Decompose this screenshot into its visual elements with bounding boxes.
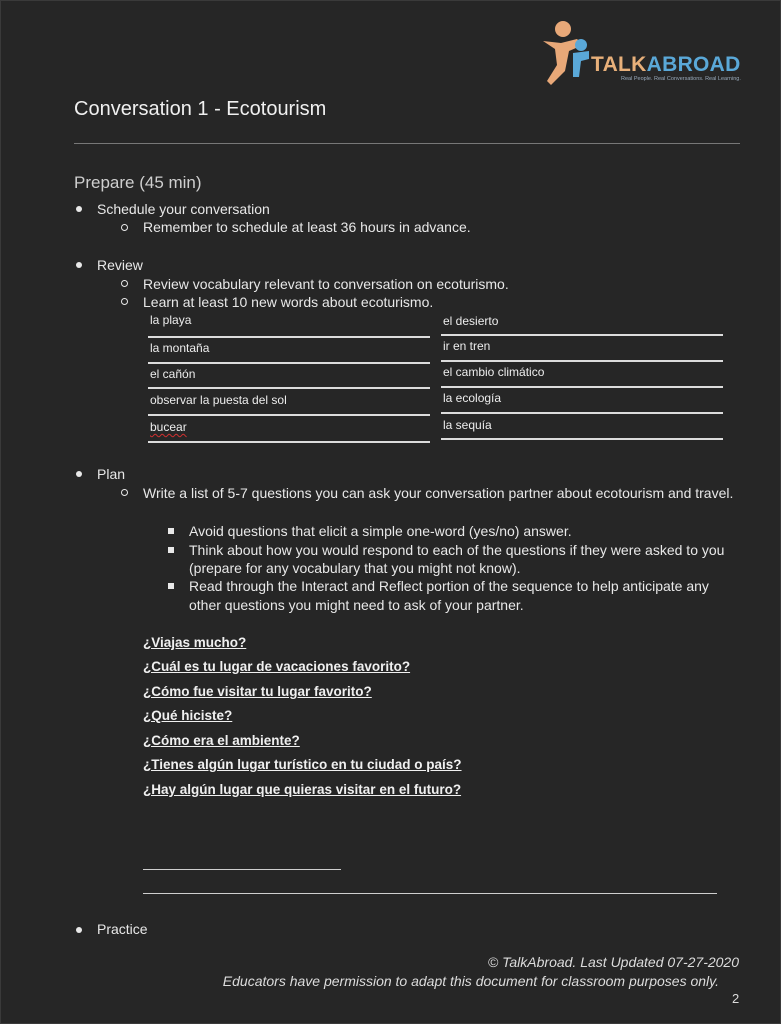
vocab-line xyxy=(148,336,430,338)
vocab-line xyxy=(148,441,430,443)
blank-line xyxy=(143,869,341,870)
bullet-icon xyxy=(76,262,82,268)
circle-bullet-icon xyxy=(121,224,128,231)
brand-suffix: ABROAD xyxy=(646,53,741,76)
square-bullet-icon xyxy=(168,547,174,553)
vocab-item: observar la puesta del sol xyxy=(150,393,287,407)
vocab-line xyxy=(441,412,723,414)
vocab-item: bucear xyxy=(150,420,187,434)
plan-tip: Avoid questions that elicit a simple one-word (yes/no) answer. xyxy=(189,523,572,539)
vocab-line xyxy=(441,386,723,388)
circle-bullet-icon xyxy=(121,489,128,496)
title-divider xyxy=(74,143,740,144)
bullet-icon xyxy=(76,927,82,933)
question: ¿Hay algún lugar que quieras visitar en el futuro? xyxy=(143,782,462,797)
plan-sub: Write a list of 5-7 questions you can ask your conversation partner about ecotourism and travel. xyxy=(143,485,734,501)
vocab-line xyxy=(441,334,723,336)
review-label: Review xyxy=(97,257,143,273)
question: ¿Tienes algún lugar turístico en tu ciudad o país? xyxy=(143,757,462,772)
vocab-line xyxy=(148,414,430,416)
vocab-line xyxy=(441,438,723,440)
question: ¿Qué hiciste? xyxy=(143,708,233,723)
bullet-icon xyxy=(76,206,82,212)
permission-text: Educators have permission to adapt this document for classroom purposes only. xyxy=(222,973,719,989)
vocab-item: la ecología xyxy=(443,391,502,405)
vocab-item: el desierto xyxy=(443,314,499,328)
circle-bullet-icon xyxy=(121,280,128,287)
vocab-line xyxy=(441,360,723,362)
plan-tip: Read through the Interact and Reflect portion of the sequence to help anticipate any xyxy=(189,578,709,594)
plan-label: Plan xyxy=(97,466,126,482)
page-number: 2 xyxy=(732,991,740,1006)
plan-tip: Think about how you would respond to each of the questions if they were asked to you xyxy=(189,542,725,558)
copyright-text: © TalkAbroad. Last Updated 07-27-2020 xyxy=(487,954,739,970)
vocab-item: ir en tren xyxy=(443,339,491,353)
question: ¿Cómo fue visitar tu lugar favorito? xyxy=(143,684,372,699)
vocab-item: la sequía xyxy=(443,418,492,432)
circle-bullet-icon xyxy=(121,298,128,305)
brand-prefix: TALK xyxy=(591,53,647,76)
schedule-sub: Remember to schedule at least 36 hours in advance. xyxy=(143,219,471,235)
brand-name xyxy=(591,53,741,77)
vocab-line xyxy=(148,387,430,389)
bullet-icon xyxy=(76,471,82,477)
brand-tagline: Real People. Real Conversations. Real Learning. xyxy=(621,76,741,82)
people-logo-icon xyxy=(539,19,599,89)
blank-line xyxy=(143,893,717,894)
plan-tip: other questions you might need to ask of your partner. xyxy=(189,597,524,613)
plan-tip: (prepare for any vocabulary that you might not know). xyxy=(189,560,521,576)
question: ¿Cuál es tu lugar de vacaciones favorito? xyxy=(143,659,411,674)
review-sub-1: Review vocabulary relevant to conversation on ecoturismo. xyxy=(143,276,509,292)
vocab-item: el cañón xyxy=(150,367,196,381)
vocab-item: la playa xyxy=(150,313,192,327)
question: ¿Viajas mucho? xyxy=(143,635,247,650)
vocab-item: el cambio climático xyxy=(443,365,545,379)
square-bullet-icon xyxy=(168,528,174,534)
schedule-label: Schedule your conversation xyxy=(97,201,270,217)
vocab-line xyxy=(148,362,430,364)
question: ¿Cómo era el ambiente? xyxy=(143,733,300,748)
review-sub-2: Learn at least 10 new words about ecoturismo. xyxy=(143,294,434,310)
vocab-item: la montaña xyxy=(150,341,210,355)
practice-label: Practice xyxy=(97,921,148,937)
page-title: Conversation 1 - Ecotourism xyxy=(74,98,327,120)
prepare-heading: Prepare (45 min) xyxy=(74,173,202,192)
square-bullet-icon xyxy=(168,583,174,589)
talkabroad-logo xyxy=(539,19,744,89)
